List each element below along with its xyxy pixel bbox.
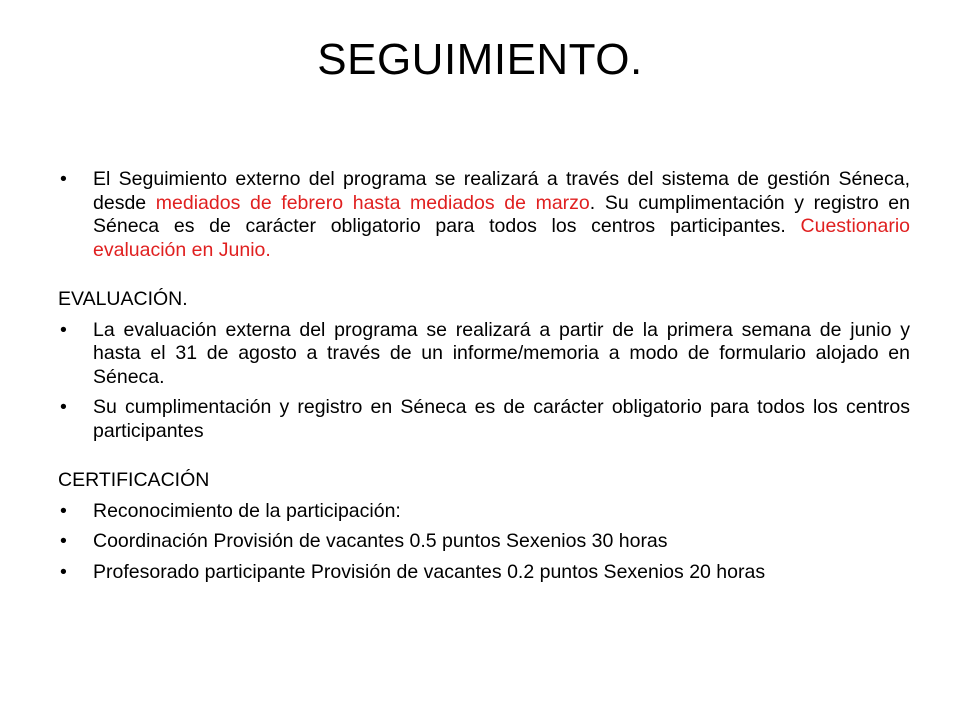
bullet-dot: • — [60, 318, 67, 341]
evaluacion-bullet — [58, 319, 910, 390]
evaluacion-bullet — [58, 396, 910, 443]
seguimiento-highlight-cuestionario: Cuestionario evaluación en Junio. — [93, 215, 910, 261]
seguimiento-text-part1: El Seguimiento externo del programa se realizará a través del sistema de gestión Séneca, desde — [93, 168, 910, 214]
certificacion-bullet-text: Coordinación Provisión de vacantes 0.5 puntos Sexenios 30 horas — [93, 530, 668, 552]
certificacion-heading: CERTIFICACIÓN — [58, 469, 210, 491]
slide-body — [58, 168, 910, 584]
certificacion-bullet-text: Reconocimiento de la participación: — [93, 499, 401, 522]
seguimiento-text-part2: . Su cumplimentación y registro en Séneca es de carácter obligatorio para todos los centros participantes. — [93, 191, 911, 237]
evaluacion-heading: EVALUACIÓN. — [58, 288, 188, 310]
seguimiento-bullet — [58, 168, 910, 262]
evaluacion-bullet-text: Su cumplimentación y registro en Séneca es de carácter obligatorio para todos los centros participantes — [93, 396, 910, 442]
bullet-dot: • — [60, 499, 67, 522]
certificacion-bullet — [58, 500, 910, 524]
certificacion-bullet — [58, 561, 910, 585]
bullet-dot: • — [60, 396, 67, 418]
bullet-dot: • — [60, 560, 67, 583]
seguimiento-highlight-dates: mediados de febrero hasta mediados de marzo — [155, 191, 590, 214]
page-title: SEGUIMIENTO. — [317, 35, 643, 84]
evaluacion-bullet-text: La evaluación externa del programa se realizará a partir de la primera semana de junio y hasta el 31 de agosto a través de un informe/memoria a modo de formulario alojado en Séneca. — [93, 318, 910, 388]
bullet-dot: • — [60, 530, 67, 552]
certificacion-bullet — [58, 530, 910, 554]
bullet-dot: • — [60, 168, 67, 190]
certificacion-bullet-text: Profesorado participante Provisión de vacantes 0.2 puntos Sexenios 20 horas — [93, 560, 766, 583]
